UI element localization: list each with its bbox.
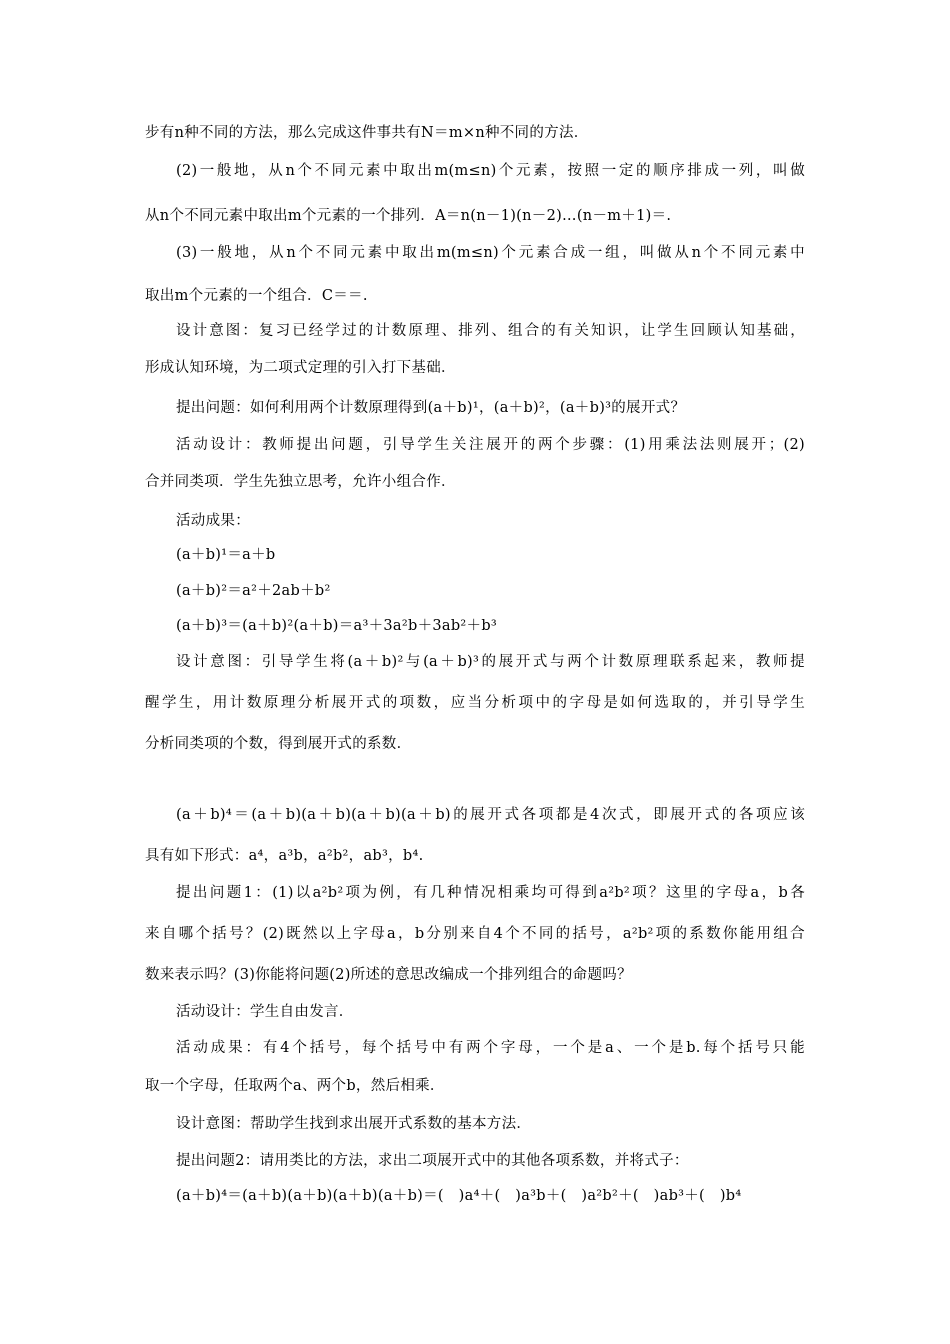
text-line: 提出问题1：(1)以a²b²项为例，有几种情况相乘均可得到a²b²项？这里的字母a，b各 xyxy=(176,885,805,901)
text-line: 从n个不同元素中取出m个元素的一个排列．A＝n(n－1)(n－2)…(n－m＋1)＝. xyxy=(145,208,672,224)
text-line: 设计意图：帮助学生找到求出展开式系数的基本方法． xyxy=(176,1116,532,1132)
text-line: 活动设计：学生自由发言． xyxy=(176,1004,354,1020)
text-line: 形成认知环境，为二项式定理的引入打下基础． xyxy=(145,360,456,376)
text-line: (a＋b)³＝(a＋b)²(a＋b)＝a³＋3a²b＋3ab²＋b³ xyxy=(176,618,498,634)
text-line: (a＋b)²＝a²＋2ab＋b² xyxy=(176,583,331,599)
text-line: 提出问题：如何利用两个计数原理得到(a＋b)¹，(a＋b)²，(a＋b)³的展开式？ xyxy=(176,400,686,416)
text-line: 数来表示吗？(3)你能将问题(2)所述的意思改编成一个排列组合的命题吗？ xyxy=(145,967,632,983)
text-line: 合并同类项．学生先独立思考，允许小组合作． xyxy=(145,474,456,490)
text-line: 步有n种不同的方法，那么完成这件事共有N＝m×n种不同的方法． xyxy=(145,125,589,141)
text-line: 提出问题2：请用类比的方法，求出二项展开式中的其他各项系数，并将式子： xyxy=(176,1153,689,1169)
text-line: (a＋b)⁴＝(a＋b)(a＋b)(a＋b)(a＋b)＝( )a⁴＋( )a³b＋( )a²b²＋( )ab³＋( )b⁴ xyxy=(176,1188,742,1204)
text-line: 活动成果：有4个括号，每个括号中有两个字母，一个是a、一个是b.每个括号只能 xyxy=(176,1040,805,1056)
text-line: 分析同类项的个数，得到展开式的系数． xyxy=(145,736,412,752)
text-line: (2)一般地，从n个不同元素中取出m(m≤n)个元素，按照一定的顺序排成一列，叫做 xyxy=(176,163,805,179)
text-line: 设计意图：引导学生将(a＋b)²与(a＋b)³的展开式与两个计数原理联系起来，教师提 xyxy=(176,654,805,670)
text-line: (a＋b)¹＝a＋b xyxy=(176,547,276,563)
text-line: 具有如下形式：a⁴，a³b，a²b²，ab³，b⁴. xyxy=(145,848,424,864)
text-line: 取一个字母，任取两个a、两个b，然后相乘． xyxy=(145,1078,445,1094)
text-line: (3)一般地，从n个不同元素中取出m(m≤n)个元素合成一组，叫做从n个不同元素中 xyxy=(176,245,805,261)
text-line: 来自哪个括号？(2)既然以上字母a，b分别来自4个不同的括号，a²b²项的系数你能用组合 xyxy=(145,926,805,942)
text-line: 醒学生，用计数原理分析展开式的项数，应当分析项中的字母是如何选取的，并引导学生 xyxy=(145,695,805,711)
text-line: (a＋b)⁴＝(a＋b)(a＋b)(a＋b)(a＋b)的展开式各项都是4次式，即展开式的各项应该 xyxy=(176,807,805,823)
text-line: 设计意图：复习已经学过的计数原理、排列、组合的有关知识，让学生回顾认知基础， xyxy=(176,323,805,339)
text-line: 取出m个元素的一个组合．C＝＝. xyxy=(145,288,368,304)
text-line: 活动成果： xyxy=(176,513,250,529)
text-line: 活动设计：教师提出问题，引导学生关注展开的两个步骤：(1)用乘法法则展开；(2) xyxy=(176,437,805,453)
